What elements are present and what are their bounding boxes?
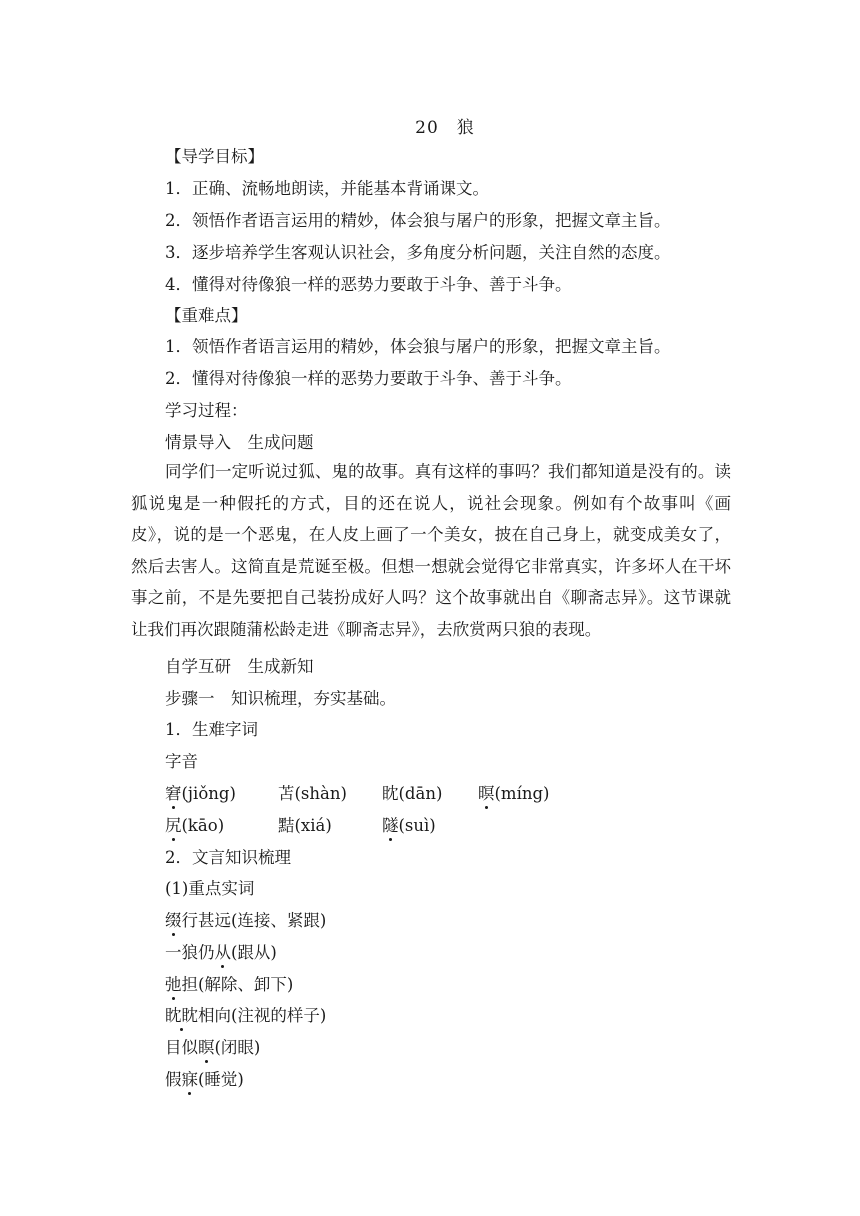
self-study-heading: 自学互研 生成新知 [165, 657, 314, 676]
classical-heading: 2．文言知识梳理 [165, 848, 291, 867]
word-gloss: (睡觉) [198, 1070, 244, 1089]
pronunciation-entry [165, 783, 278, 805]
word-gloss: (闭眼) [214, 1038, 261, 1057]
word-prefix: 一狼仍 [165, 943, 215, 962]
word-prefix: 目似 [165, 1038, 198, 1057]
vocab-heading: 1．生难字词 [165, 720, 258, 739]
goal-item-4: 4．懂得对待像狼一样的恶势力要敢于斗争、善于斗争。 [165, 275, 572, 294]
pinyin: (xiá) [294, 816, 332, 835]
char: 苫 [278, 784, 295, 803]
dotted-char: 从 [214, 943, 231, 962]
pinyin: (dān) [398, 784, 443, 803]
word-gloss: 担(解除、卸下) [181, 975, 294, 994]
lesson-title: 20 狼 [415, 118, 475, 138]
char: 黠 [278, 816, 295, 835]
dotted-char: 瞑 [198, 1038, 215, 1057]
word-gloss: (跟从) [231, 943, 277, 962]
content-word-item [165, 1069, 244, 1091]
word-prefix: 假 [165, 1070, 182, 1089]
intro-heading: 情景导入 生成问题 [165, 433, 314, 452]
dotted-char: 尻 [165, 816, 182, 835]
pronunciation-row-2 [165, 815, 436, 837]
goals-heading: 【导学目标】 [165, 147, 264, 166]
process-heading: 学习过程： [165, 401, 248, 420]
key-point-item-1: 1．领悟作者语言运用的精妙，体会狼与屠户的形象，把握文章主旨。 [165, 337, 671, 356]
key-points-heading: 【重难点】 [165, 306, 248, 325]
pronunciation-row-1 [165, 783, 550, 805]
pronunciation-entry [278, 815, 382, 837]
pinyin: (kāo) [181, 816, 225, 835]
dotted-char: 寐 [181, 1070, 198, 1089]
content-word-item [165, 910, 326, 932]
dotted-char: 弛 [165, 975, 182, 994]
dotted-char: 眈眈 [165, 1006, 198, 1025]
content-words-heading: (1)重点实词 [165, 879, 255, 898]
content-word-item [165, 974, 293, 996]
goal-item-3: 3．逐步培养学生客观认识社会，多角度分析问题，关注自然的态度。 [165, 243, 671, 262]
pronunciation-entry [382, 815, 436, 837]
dotted-char: 缀 [165, 911, 182, 930]
pronunciation-entry [478, 783, 550, 805]
content-word-item [165, 1005, 326, 1027]
content-word-item [165, 942, 277, 964]
pinyin: (shàn) [294, 784, 347, 803]
pronunciation-entry [165, 815, 278, 837]
word-gloss: 行甚远(连接、紧跟) [181, 911, 327, 930]
dotted-char: 暝 [478, 784, 495, 803]
intro-paragraph: 同学们一定听说过狐、鬼的故事。真有这样的事吗？我们都知道是没有的。读狐说鬼是一种假托的方式，目的还在说人，说社会现象。例如有个故事叫《画皮》，说的是一个恶鬼，在人皮上画了一个美女，披在自己身上，就变成美女了，然后去害人。这简直是荒诞至极。但想一想就会觉得它非常真实，许多坏人在干坏事之前，不是先要把自己装扮成好人吗？这个故事就出自《聊斋志异》。这节课就让我们再次跟随蒲松龄走进《聊斋志异》，去欣赏两只狼的表现。 [131, 462, 731, 639]
pinyin: (suì) [398, 816, 436, 835]
dotted-char: 隧 [382, 816, 399, 835]
dotted-char: 窘 [165, 784, 182, 803]
step-one: 步骤一 知识梳理，夯实基础。 [165, 689, 396, 708]
word-gloss: 相向(注视的样子) [198, 1006, 327, 1025]
key-point-item-2: 2．懂得对待像狼一样的恶势力要敢于斗争、善于斗争。 [165, 369, 572, 388]
char: 眈 [382, 784, 399, 803]
content-word-item [165, 1037, 260, 1059]
pronunciation-heading: 字音 [165, 752, 198, 771]
pronunciation-entry [382, 783, 478, 805]
pronunciation-entry [278, 783, 382, 805]
goal-item-1: 1．正确、流畅地朗读，并能基本背诵课文。 [165, 179, 489, 198]
pinyin: (jiǒng) [181, 784, 236, 803]
goal-item-2: 2．领悟作者语言运用的精妙，体会狼与屠户的形象，把握文章主旨。 [165, 211, 671, 230]
pinyin: (míng) [494, 784, 550, 803]
